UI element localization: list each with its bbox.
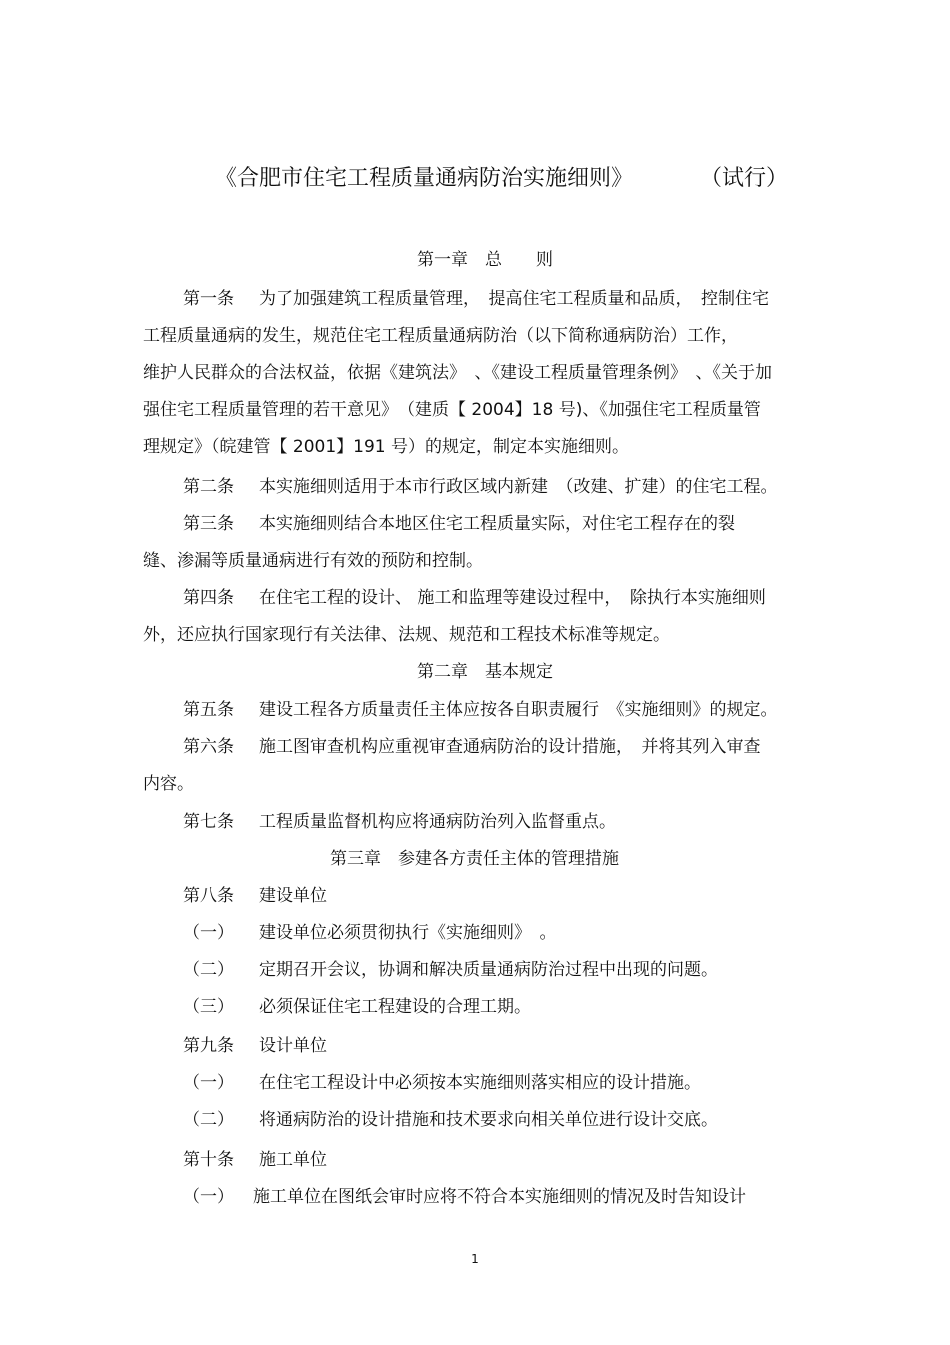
article-4-text-line-1: 在住宅工程的设计、 施工和监理等建设过程中， 除执行本实施细则 bbox=[259, 588, 766, 608]
article-6-text-line-1: 施工图审查机构应重视审查通病防治的设计措施， 并将其列入审查 bbox=[259, 737, 761, 757]
article-10-heading: 施工单位 bbox=[259, 1150, 327, 1170]
article-8-item-3: 必须保证住宅工程建设的合理工期。 bbox=[259, 997, 531, 1017]
article-2-number: 第二条 bbox=[183, 477, 234, 497]
article-10-item-1-number: （一） bbox=[183, 1187, 234, 1207]
article-1-text-line-2: 工程质量通病的发生，规范住宅工程质量通病防治（以下简称通病防治）工作， bbox=[143, 326, 738, 346]
article-1-number: 第一条 bbox=[183, 289, 234, 309]
article-5-number: 第五条 bbox=[183, 700, 234, 720]
article-9-number: 第九条 bbox=[183, 1036, 234, 1056]
article-9-heading: 设计单位 bbox=[259, 1036, 327, 1056]
article-7-text: 工程质量监督机构应将通病防治列入监督重点。 bbox=[259, 812, 616, 832]
chapter-3-heading: 第三章 参建各方责任主体的管理措施 bbox=[330, 849, 619, 869]
article-2-text: 本实施细则适用于本市行政区域内新建 （改建、扩建）的住宅工程。 bbox=[259, 477, 778, 497]
article-4-text-line-2: 外，还应执行国家现行有关法律、法规、规范和工程技术标准等规定。 bbox=[143, 625, 670, 645]
article-8-item-2-number: （二） bbox=[183, 960, 234, 980]
article-8-number: 第八条 bbox=[183, 886, 234, 906]
article-6-text-line-2: 内容。 bbox=[143, 774, 194, 794]
article-4-number: 第四条 bbox=[183, 588, 234, 608]
article-10-item-1: 施工单位在图纸会审时应将不符合本实施细则的情况及时告知设计 bbox=[253, 1187, 746, 1207]
article-9-item-1-number: （一） bbox=[183, 1073, 234, 1093]
document-title: 《合肥市住宅工程质量通病防治实施细则》 bbox=[215, 166, 634, 191]
article-9-item-1: 在住宅工程设计中必须按本实施细则落实相应的设计措施。 bbox=[259, 1073, 701, 1093]
document-title-suffix: （试行） bbox=[700, 166, 789, 191]
chapter-2-heading: 第二章 基本规定 bbox=[417, 662, 553, 682]
article-8-item-2: 定期召开会议，协调和解决质量通病防治过程中出现的问题。 bbox=[259, 960, 718, 980]
article-1-text-line-5: 理规定》（皖建管【 2001】191 号）的规定，制定本实施细则。 bbox=[143, 437, 630, 457]
article-8-item-3-number: （三） bbox=[183, 997, 234, 1017]
article-5-text: 建设工程各方质量责任主体应按各自职责履行 《实施细则》的规定。 bbox=[259, 700, 778, 720]
article-6-number: 第六条 bbox=[183, 737, 234, 757]
article-1-text-line-3: 维护人民群众的合法权益，依据《建筑法》 、《建设工程质量管理条例》 、《关于加 bbox=[143, 363, 772, 383]
article-8-item-1: 建设单位必须贯彻执行《实施细则》 。 bbox=[259, 923, 557, 943]
article-8-item-1-number: （一） bbox=[183, 923, 234, 943]
article-3-text-line-2: 缝、渗漏等质量通病进行有效的预防和控制。 bbox=[143, 551, 483, 571]
article-9-item-2-number: （二） bbox=[183, 1110, 234, 1130]
article-1-text-line-4: 强住宅工程质量管理的若干意见》 （建质【 2004】18 号)、《加强住宅工程质量管 bbox=[143, 400, 761, 420]
article-10-number: 第十条 bbox=[183, 1150, 234, 1170]
article-3-text-line-1: 本实施细则结合本地区住宅工程质量实际，对住宅工程存在的裂 bbox=[259, 514, 735, 534]
article-8-heading: 建设单位 bbox=[259, 886, 327, 906]
article-9-item-2: 将通病防治的设计措施和技术要求向相关单位进行设计交底。 bbox=[259, 1110, 718, 1130]
article-3-number: 第三条 bbox=[183, 514, 234, 534]
article-7-number: 第七条 bbox=[183, 812, 234, 832]
article-1-text-line-1: 为了加强建筑工程质量管理， 提高住宅工程质量和品质， 控制住宅 bbox=[259, 289, 769, 309]
page-number: 1 bbox=[471, 1252, 479, 1266]
chapter-1-heading: 第一章 总 则 bbox=[417, 250, 553, 270]
